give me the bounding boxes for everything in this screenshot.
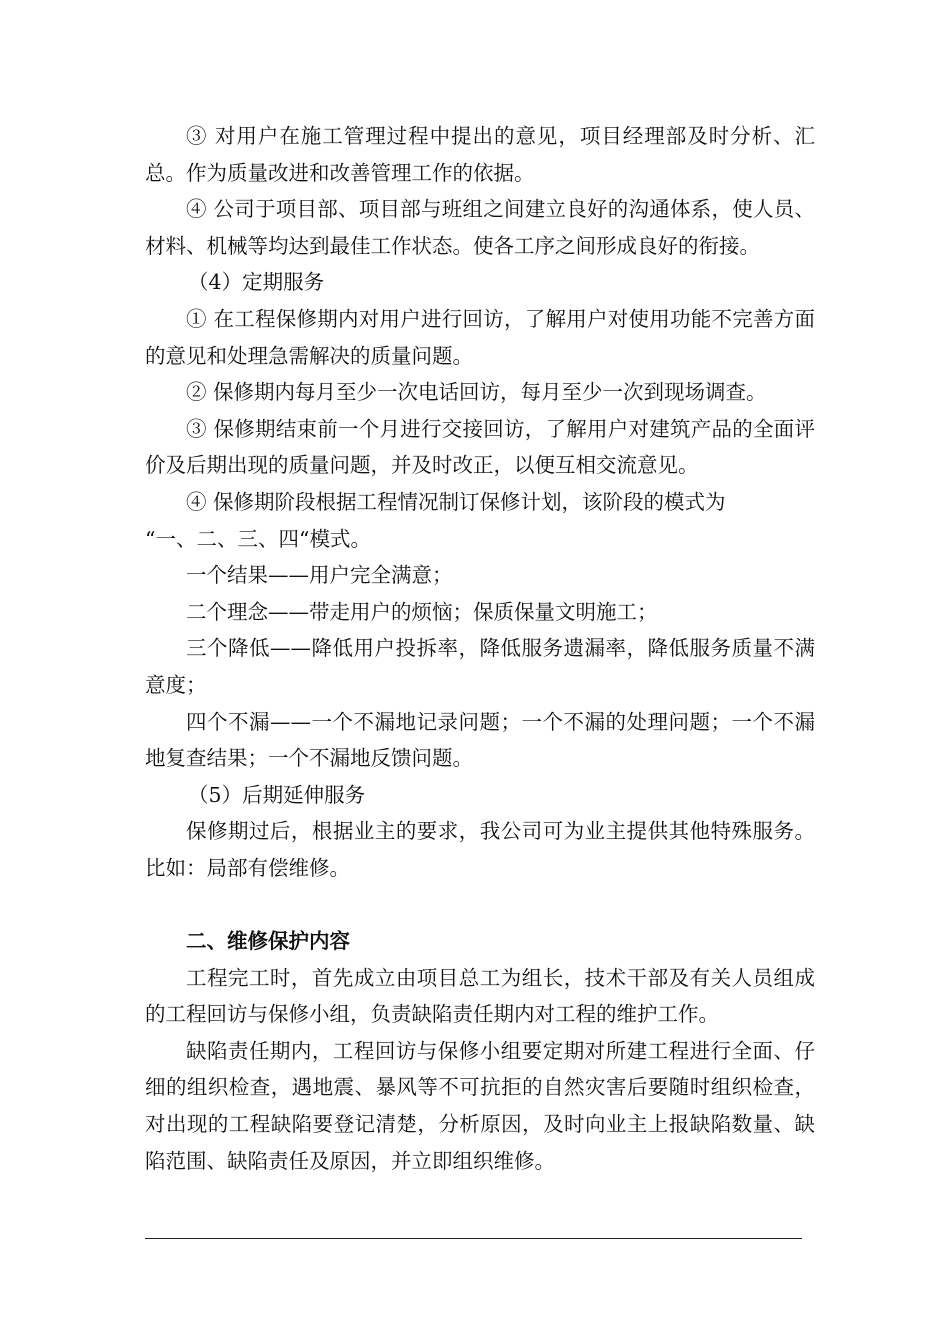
mode-line-two-concepts: 二个理念——带走用户的烦恼；保质保量文明施工；	[186, 599, 658, 624]
section-heading-regular-service: （4）定期服务	[188, 270, 325, 295]
chapter-heading-maintenance: 二、维修保护内容	[186, 929, 350, 954]
paragraph-user-feedback: ③ 对用户在施工管理过程中提出的意见，项目经理部及时分析、汇总。作为质量改进和改善管理工作的依据。	[145, 124, 815, 185]
blank-line	[145, 886, 815, 923]
list-item-return-visit: ① 在工程保修期内对用户进行回访，了解用户对使用功能不完善方面的意见和处理急需解决的质量问题。	[145, 306, 815, 368]
paragraph-extended-service: 保修期过后，根据业主的要求，我公司可为业主提供其他特殊服务。比如：局部有偿维修。	[145, 819, 815, 880]
document-body	[145, 118, 815, 1179]
mode-line-three-reductions: 三个降低——降低用户投拆率，降低服务遗漏率，降低服务质量不满意度；	[145, 636, 815, 697]
paragraph-communication-system: ④ 公司于项目部、项目部与班组之间建立良好的沟通体系，使人员、材料、机械等均达到最佳工作状态。使各工序之间形成良好的衔接。	[145, 197, 815, 258]
list-item-handover-visit: ③ 保修期结束前一个月进行交接回访，了解用户对建筑产品的全面评价及后期出现的质量问题，并及时改正，以便互相交流意见。	[145, 416, 815, 478]
footer-divider	[145, 1238, 802, 1239]
list-item-monthly-visit: ② 保修期内每月至少一次电话回访，每月至少一次到现场调查。	[186, 380, 767, 405]
mode-line-one-result: 一个结果——用户完全满意；	[186, 563, 453, 588]
paragraph-maintenance-team: 工程完工时，首先成立由项目总工为组长，技术干部及有关人员组成的工程回访与保修小组，负责缺陷责任期内对工程的维护工作。	[145, 965, 815, 1027]
mode-line-four-no-omissions: 四个不漏——一个不漏地记录问题；一个不漏的处理问题；一个不漏地复查结果；一个不漏地反馈问题。	[145, 709, 815, 771]
list-item-warranty-plan-continuation: “一、二、三、四“模式。	[145, 526, 371, 551]
list-item-warranty-plan: ④ 保修期阶段根据工程情况制订保修计划，该阶段的模式为	[186, 489, 726, 514]
section-heading-extended-service: （5）后期延伸服务	[188, 782, 366, 807]
paragraph-defect-inspection: 缺陷责任期内，工程回访与保修小组要定期对所建工程进行全面、仔细的组织检查，遇地震、暴风等不可抗拒的自然灾害后要随时组织检查，对出现的工程缺陷要登记清楚，分析原因，及时向业主上报缺陷数量、缺陷范围、缺陷责任及原因，并立即组织维修。	[145, 1038, 815, 1173]
